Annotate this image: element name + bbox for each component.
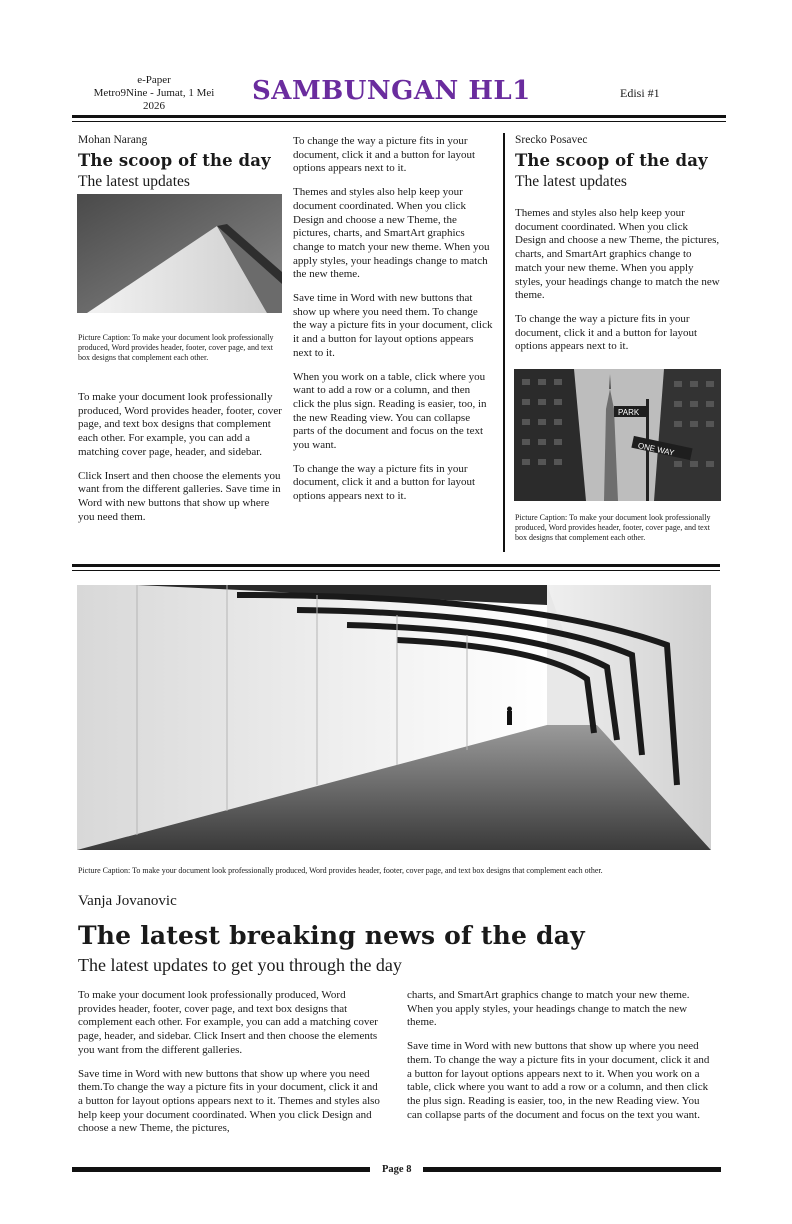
section-rule-top	[72, 564, 720, 567]
feature-paragraph: Save time in Word with new buttons that show up where you need them.To change the way a picture fits in your document, click it and a button for layout options appears next to it. Themes and styles also help keep your document coordinated. When you click Design and choose a new Theme, the pictures,	[78, 1067, 380, 1135]
feature-tunnel-image	[77, 585, 711, 850]
feature-paragraph: charts, and SmartArt graphics change to match your new theme. When you apply styles, your headings change to match the new theme.	[407, 989, 690, 1029]
col2-paragraph: To change the way a picture fits in your document, click it and a button for layout options appears next to it.	[293, 135, 476, 175]
feature-paragraph: Save time in Word with new buttons that show up where you need them. To change the way a picture fits in your document, click it and a button for layout options appears next to it. When you work on a table, click where you want to add a row or a column, and then click the plus sign. Reading is easier, too, in the new Reading view. You can collapse parts of the document and focus on the text you want.	[407, 1040, 710, 1121]
col1-architecture-image	[77, 194, 282, 313]
feature-body-right	[407, 989, 715, 1132]
section-rule-bottom	[72, 570, 720, 571]
column-divider	[503, 133, 505, 552]
masthead-rule-bottom	[72, 121, 726, 122]
masthead-rule-top	[72, 115, 726, 118]
col2-paragraph: Save time in Word with new buttons that show up where you need them. To change the way a picture fits in your document, click it and a button for layout options appears next to it.	[293, 292, 493, 359]
col1-paragraph: To make your document look professionally produced, Word provides header, footer, cover page, and text box designs that complement each other. For example, you can add a matching cover page, header, and sidebar.	[78, 391, 282, 458]
masthead-year: 2026	[143, 100, 165, 112]
feature-paragraph: To make your document look professionally produced, Word provides header, footer, cover page, and text box designs that complement each other. For example, you can add a matching cover page, header, and sidebar. Click Insert and then choose the elements you want from the different galleries.	[78, 989, 378, 1056]
col3-paragraph: To change the way a picture fits in your document, click it and a button for layout options appears next to it.	[515, 312, 698, 353]
feature-byline: Vanja Jovanovic	[78, 893, 177, 909]
col3-paragraph: Themes and styles also help keep your document coordinated. When you click Design and choose a new Theme, the pictures, charts, and SmartArt graphics change to match your new theme. When you apply styles, your headings change to match the new theme.	[515, 207, 720, 302]
park-sign-text: PARK	[618, 408, 640, 417]
col3-city-street-image	[514, 369, 721, 501]
col1-subhead: The latest updates	[78, 173, 190, 190]
col2-body	[293, 135, 493, 514]
masthead-paper-name: e-Paper	[137, 74, 171, 86]
col1-body	[78, 391, 283, 534]
col1-paragraph: Click Insert and then choose the elements you want from the different galleries. Save time in Word with new buttons that show up where you need them.	[78, 469, 281, 523]
feature-picture-caption: Picture Caption: To make your document look professionally produced, Word provides header, footer, cover page, and text box designs that complement each other.	[78, 866, 603, 875]
col3-picture-caption: Picture Caption: To make your document look professionally produced, Word provides header, footer, cover page, and text box designs that complement each other.	[515, 513, 711, 542]
col3-headline: The scoop of the day	[515, 151, 708, 170]
col1-picture-caption: Picture Caption: To make your document look professionally produced, Word provides header, footer, cover page, and text box designs that complement each other.	[78, 333, 274, 362]
masthead-publisher-date: Metro9Nine - Jumat, 1 Mei	[93, 87, 215, 99]
masthead-date-block	[80, 74, 228, 113]
col2-paragraph: To change the way a picture fits in your document, click it and a button for layout options appears next to it.	[293, 462, 476, 503]
masthead-title: SAMBUNGAN HL1	[252, 76, 531, 106]
one-way-sign-text: ONE WAY	[637, 441, 676, 458]
masthead-edition: Edisi #1	[620, 86, 660, 100]
feature-subhead: The latest updates to get you through the day	[78, 955, 402, 975]
page-number: Page 8	[382, 1164, 412, 1175]
footer-rule-left	[72, 1167, 370, 1172]
col1-headline: The scoop of the day	[78, 151, 271, 170]
col2-paragraph: When you work on a table, click where you want to add a row or a column, and then click the plus sign. Reading is easier, too, in the new Reading view. You can collapse parts of the document and focus on the text you want.	[293, 370, 487, 452]
col3-subhead: The latest updates	[515, 173, 627, 190]
col2-paragraph: Themes and styles also help keep your document coordinated. When you click Design and choose a new Theme, the pictures, charts, and SmartArt graphics change to match your new theme. When you apply styles, your headings change to match the new theme.	[293, 186, 490, 281]
footer-rule-right	[423, 1167, 721, 1172]
col3-body	[515, 207, 720, 364]
col3-byline: Srecko Posavec	[515, 134, 588, 146]
feature-headline: The latest breaking news of the day	[78, 921, 585, 950]
feature-body-left	[78, 989, 384, 1146]
col1-byline: Mohan Narang	[78, 134, 148, 146]
